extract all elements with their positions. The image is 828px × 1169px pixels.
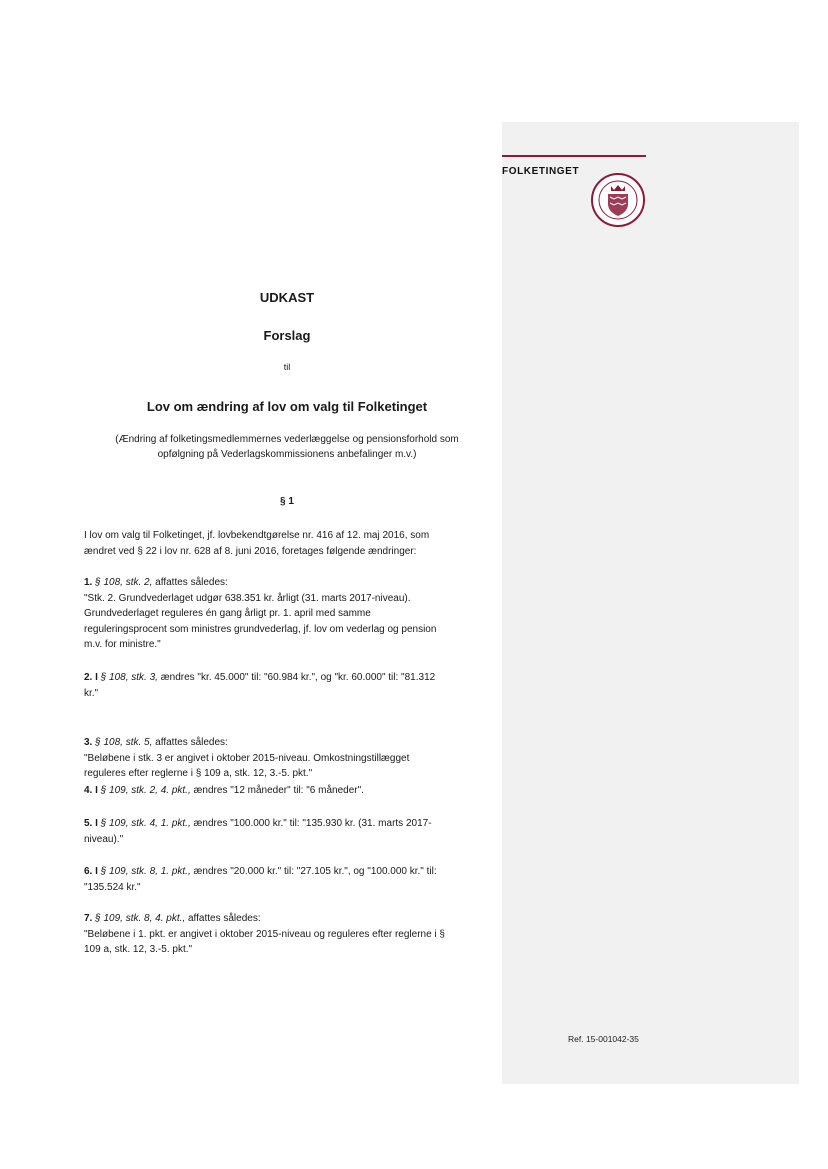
doc-subtitle: Forslag	[263, 328, 311, 343]
amendment-action: ændres "100.000 kr." til: "135.930 kr. (31. marts 2017-	[193, 818, 432, 829]
amendment-line: 109 a, stk. 12, 3.-5. pkt."	[84, 944, 193, 955]
amendment-line: reguleres efter reglerne i § 109 a, stk. 12, 3.-5. pkt."	[84, 768, 313, 779]
amendment-ref: § 109, stk. 8, 4. pkt.,	[95, 913, 186, 924]
amendment-number: 2. I	[84, 672, 98, 683]
amendment-line: niveau)."	[84, 833, 124, 845]
amendment-1	[84, 575, 494, 653]
amendment-ref: § 109, stk. 2, 4. pkt.,	[100, 785, 191, 796]
amendment-line: "135.524 kr."	[84, 881, 141, 893]
amendment-line: "Beløbene i 1. pkt. er angivet i oktober 2015-niveau og reguleres efter reglerne i §	[84, 928, 445, 940]
sidebar-panel	[502, 122, 799, 1084]
amendment-action: affattes således:	[155, 737, 228, 748]
amendment-number: 3.	[84, 737, 93, 748]
amendment-action: affattes således:	[155, 577, 228, 588]
header-rule	[502, 155, 646, 157]
amendment-line: "Stk. 2. Grundvederlaget udgør 638.351 kr. årligt (31. marts 2017-niveau).	[84, 592, 411, 604]
amendment-line: "Beløbene i stk. 3 er angivet i oktober 2015-niveau. Omkostningstillægget	[84, 752, 410, 764]
intro-line: ændret ved § 22 i lov nr. 628 af 8. juni 2016, foretages følgende ændringer:	[84, 545, 417, 557]
amendment-2	[84, 670, 494, 701]
law-note-line: opfølgning på Vederlagskommissionens anbefalinger m.v.)	[157, 449, 417, 460]
amendment-ref: § 108, stk. 3,	[100, 672, 158, 683]
amendment-action: ændres "20.000 kr." til: "27.105 kr.", og "100.000 kr." til:	[193, 866, 437, 877]
amendment-3	[84, 735, 494, 782]
amendment-action: ændres "12 måneder" til: "6 måneder".	[193, 785, 364, 796]
amendment-ref: § 109, stk. 4, 1. pkt.,	[100, 818, 191, 829]
paragraph-heading: § 1	[280, 496, 294, 507]
amendment-line: m.v. for ministre."	[84, 639, 161, 650]
org-name: FOLKETINGET	[502, 166, 580, 177]
law-note-line: (Ændring af folketingsmedlemmernes vederlæggelse og pensionsforhold som	[115, 434, 459, 445]
amendment-6	[84, 864, 494, 895]
amendment-number: 5. I	[84, 818, 98, 829]
amendment-line: kr."	[84, 687, 99, 699]
amendment-number: 1.	[84, 577, 93, 588]
amendment-number: 7.	[84, 913, 93, 924]
amendment-action: affattes således:	[187, 913, 261, 924]
amendment-4	[84, 783, 494, 799]
reference-number: Ref. 15-001042-35	[568, 1034, 639, 1044]
amendment-ref: § 108, stk. 2,	[95, 577, 153, 588]
doc-title: UDKAST	[259, 290, 315, 305]
amendment-5	[84, 816, 494, 847]
amendment-line: Grundvederlaget reguleres én gang årligt pr. 1. april med samme	[84, 608, 371, 619]
amendment-ref: § 109, stk. 8, 1. pkt.,	[100, 866, 191, 877]
intro-text	[84, 528, 494, 559]
amendment-action: ændres "kr. 45.000" til: "60.984 kr.", og "kr. 60.000" til: "81.312	[160, 672, 436, 683]
intro-line: I lov om valg til Folketinget, jf. lovbekendtgørelse nr. 416 af 12. maj 2016, som	[84, 530, 430, 541]
amendment-7	[84, 911, 494, 958]
law-note	[84, 432, 490, 462]
folketinget-seal-icon	[590, 172, 646, 228]
amendment-line: reguleringsprocent som ministres grundvederlag, jf. lov om vederlag og pension	[84, 623, 437, 635]
amendment-number: 4. I	[84, 785, 98, 796]
doc-til: til	[283, 362, 291, 372]
law-title: Lov om ændring af lov om valg til Folketinget	[146, 399, 428, 414]
amendment-number: 6. I	[84, 866, 98, 877]
amendment-ref: § 108, stk. 5,	[95, 737, 153, 748]
